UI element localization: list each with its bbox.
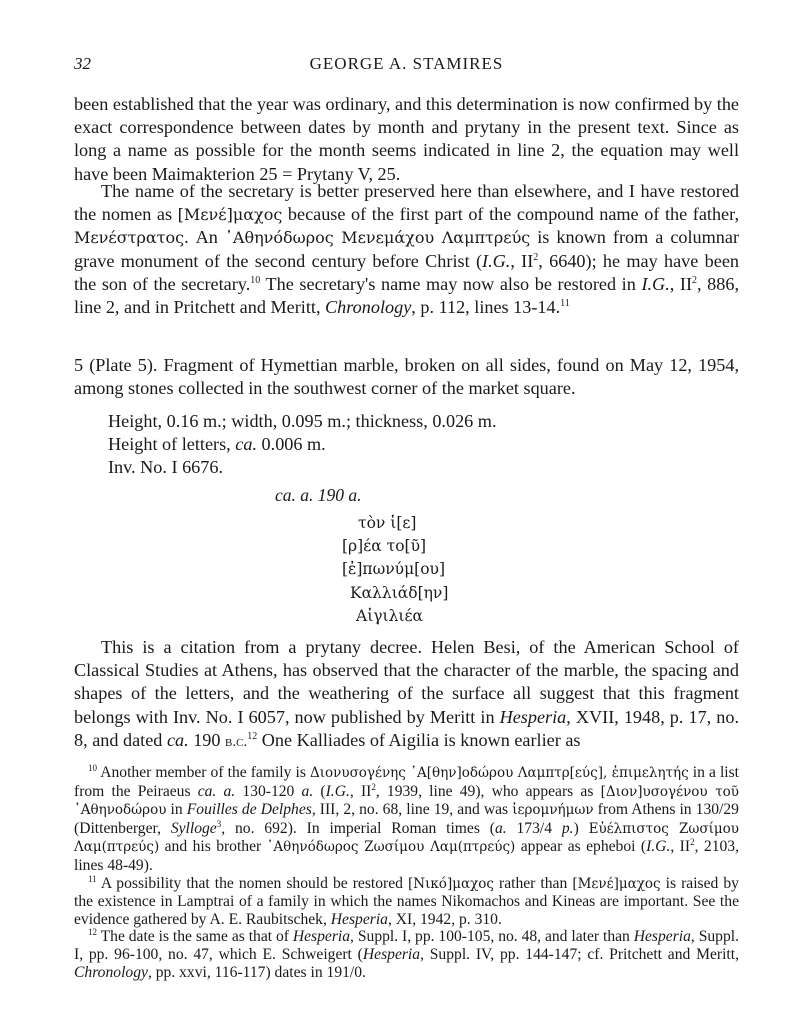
- paragraph-secretary: [74, 180, 739, 319]
- inscription-date: ca. a. 190 a.: [275, 485, 362, 505]
- letter-height-line: Height of letters, ca. 0.006 m.: [108, 434, 326, 455]
- paragraph-commentary: [74, 636, 739, 754]
- running-head: [74, 54, 739, 78]
- paragraph-continuation: [74, 93, 739, 186]
- footnote-ref: 11: [560, 297, 570, 309]
- footnote-ref: 12: [247, 730, 258, 742]
- inventory-line: Inv. No. I 6676.: [108, 457, 224, 478]
- inscription-line: [ἐ]πωνύμ[ου]: [342, 560, 446, 579]
- fragment-specs: [108, 410, 497, 480]
- footnote-11: $^{11}$ A possibility that the nomen should be restored [Νικό]μαχος rather than [Μενέ]μαχος is raised by the existence in Lamptrai of a family in which the names Nikomachos and Kineas are important. See the evidence gathered by A. E. Raubitschek, Hesperia, XI, 1942, p. 310.: [74, 873, 739, 928]
- paragraph-2: The name of the secretary is better preserved here than elsewhere, and I have restored the nomen as [Μενέ]μαχος because of the first part of the compound name of the father, Μενέστρατος. An ᾿Αθηνόδωρος Μενεμάχου Λαμπτρεύς is known from a columnar grave monument of the second century before Christ (I.G., $II^2$, 6640); he may have been the son of the secretary.$^{10}$ The secretary's name may now also be restored in I.G., $II^2$, 886, line 2, and in Pritchett and Meritt, Chronology, p. 112, lines 13-14.11: [74, 181, 739, 318]
- paragraph-4: This is a citation from a prytany decree. Helen Besi, of the American School of Classical Studies at Athens, has observed that the character of the marble, the spacing and shapes of the letters, and the weathering of the surface all suggest that this fragment belongs with Inv. No. I 6057, now published by Meritt in Hesperia, XVII, 1948, p. 17, no. 8, and dated ca. 190 b.c.$^{12}$ One Kalliades of Aigilia is known earlier as: [74, 637, 739, 750]
- inscription-text: [320, 512, 500, 628]
- inscription-line: τὸν ἱ[ε]: [358, 514, 417, 532]
- greek-text: [Μενέ]μαχος: [177, 205, 283, 225]
- footnotes: [74, 764, 739, 981]
- running-title: GEORGE A. STAMIRES: [309, 54, 504, 73]
- paragraph-3: 5 (Plate 5). Fragment of Hymettian marble, broken on all sides, found on May 12, 1954, among stones collected in the southwest corner of the market square.: [74, 355, 739, 399]
- dimensions-line: Height, 0.16 m.; width, 0.095 m.; thickness, 0.026 m.: [108, 411, 497, 431]
- inscription-line: Αἰγιλιέα: [356, 606, 424, 625]
- entry-5-description: [74, 354, 739, 400]
- paragraph-1: been established that the year was ordinary, and this determination is now confirmed by the exact correspondence between dates by month and prytany in the present text. Since as long a name as possible for the month seems indicated in line 2, the equation may well have been Maimakterion 25 = Prytany V, 25.: [74, 94, 739, 184]
- inscription-line: [ρ]έα το[ῦ]: [342, 537, 427, 556]
- footnote-12: $^{12}$ The date is the same as that of Hesperia, Suppl. I, pp. 100-105, no. 48, and later than Hesperia, Suppl. I, pp. 96-100, no. 47, which E. Schweigert (Hesperia, Suppl. IV, pp. 144-147; cf. Pritchett and Meritt, Chronology, pp. xxvi, 116-117) dates in 191/0.: [74, 927, 739, 981]
- footnote-10: $^{10}$ Another member of the family is Διονυσογένης ᾿Α[θην]οδώρου Λαμπτρ[εύς], ἐπιμελητής in a list from the Peiraeus ca. a. 130-120 a. (I.G., $II^2$, 1939, line 49), who appears as [Διον]υσογένου τοῦ ᾿Αθηνοδώρου in Fouilles de Delphes, III, 2, no. 68, line 19, and was ἱερομνήμων from Athens in 130/29 (Dittenberger, Sylloge$^3$, no. 692). In imperial Roman times (a. 173/4 p.) Εὐέλπιστος Ζωσίμου Λαμ(πτρεύς) and his brother ᾿Αθηνόδωρος Ζωσίμου Λαμ(πτρεύς) appear as epheboi (I.G., $II^2$, 2103, lines 48-49).: [74, 762, 740, 874]
- greek-text: ᾿Αθηνόδωρος Μενεμάχου Λαμπτρεύς: [224, 228, 531, 248]
- page-number: 32: [74, 54, 91, 73]
- entry-number: 5: [74, 355, 84, 375]
- greek-text: Μενέστρατος: [74, 228, 185, 248]
- footnote-ref: 10: [250, 274, 261, 286]
- inscription-line: Καλλιάδ[ην]: [350, 583, 449, 602]
